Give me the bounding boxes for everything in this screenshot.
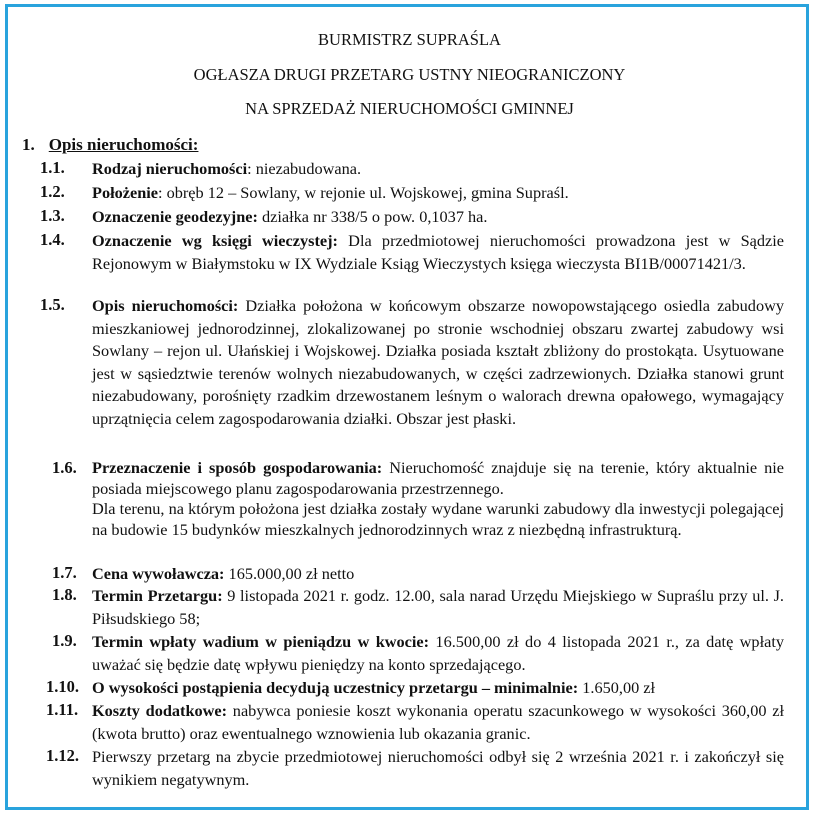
list-item xyxy=(92,458,784,540)
item-title: Koszty dodatkowe: xyxy=(92,701,228,720)
list-item xyxy=(92,700,784,745)
item-number: 1.5. xyxy=(40,295,65,314)
item-number: 1.8. xyxy=(52,585,77,604)
item-text: : niezabudowana. xyxy=(247,159,362,178)
list-item xyxy=(92,230,784,275)
item-text: 1.650,00 zł xyxy=(578,678,656,697)
list-item xyxy=(92,585,784,630)
header-line-2: OGŁASZA DRUGI PRZETARG USTNY NIEOGRANICZONY xyxy=(193,65,626,84)
list-item xyxy=(92,746,784,791)
item-text: 9 listopada 2021 r. godz. 12.00, sala narad Urzędu Miejskiego w Supraślu przy ul. J. Piłsudskiego 58; xyxy=(92,586,784,628)
item-title: Oznaczenie geodezyjne: xyxy=(92,207,258,226)
item-title: Cena wywoławcza: xyxy=(92,564,225,583)
item-title: Przeznaczenie i sposób gospodarowania: xyxy=(92,458,383,477)
item-title: Rodzaj nieruchomości xyxy=(92,159,248,178)
item-title: Oznaczenie wg księgi wieczystej: xyxy=(92,231,338,250)
item-title: O wysokości postąpienia decydują uczestnicy przetargu – minimalnie: xyxy=(92,678,579,697)
item-text: : obręb 12 – Sowlany, w rejonie ul. Wojskowej, gmina Supraśl. xyxy=(158,183,569,202)
header-line-1: BURMISTRZ SUPRAŚLA xyxy=(318,30,501,49)
list-item xyxy=(92,295,784,430)
list-item xyxy=(92,206,792,229)
item-number: 1.12. xyxy=(46,746,79,765)
item-text: 165.000,00 zł netto xyxy=(224,564,355,583)
item-number: 1.6. xyxy=(52,458,77,477)
item-number: 1.2. xyxy=(40,182,65,201)
item-text: nabywca poniesie koszt wykonania operatu szacunkowego w wysokości 360,00 zł (kwota brutto) oraz ewentualnego wznowienia lub okazania granic. xyxy=(92,701,784,743)
item-text: Nieruchomość znajduje się na terenie, który aktualnie nie posiada miejscowego planu zagospodarowania przestrzennego. xyxy=(92,458,784,498)
list-item xyxy=(92,182,792,205)
list-item xyxy=(92,563,784,586)
list-item xyxy=(92,158,792,181)
section-label: Opis nieruchomości: xyxy=(48,135,199,154)
item-number: 1.4. xyxy=(40,230,65,249)
item-number: 1.3. xyxy=(40,206,65,225)
item-number: 1.7. xyxy=(52,563,77,582)
list-item xyxy=(92,631,784,676)
item-title: Termin wpłaty wadium w pieniądzu w kwocie: xyxy=(92,632,430,651)
item-number: 1.11. xyxy=(46,700,79,719)
item-number: 1.9. xyxy=(52,631,77,650)
item-title: Termin Przetargu: xyxy=(92,586,223,605)
list-item xyxy=(92,677,792,700)
item-text: działka nr 338/5 o pow. 0,1037 ha. xyxy=(257,207,488,226)
item-number: 1.10. xyxy=(46,677,79,696)
item-number: 1.1. xyxy=(40,158,65,177)
section-number: 1. xyxy=(22,135,35,154)
item-text: Działka położona w końcowym obszarze nowopowstającego osiedla zabudowy mieszkaniowej jednorodzinnej, zlokalizowanej po stronie wschodniej obszaru zwartej zabudowy wsi Sowlany – rejon ul. Ułańskiej i Wojskowej. Działka posiada kształt zbliżony do prostokąta. Usytuowane jest w sąsiedztwie terenów wolnych niezabudowanych, w części zadrzewionych. Działka stanowi grunt niezabudowany, porośnięty rzadkim drzewostanem leśnym o walorach drewna opałowego, wymagający uprzątnięcia celem zagospodarowania działki. Obszar jest płaski. xyxy=(92,296,784,428)
item-text-continued: Dla terenu, na którym położona jest działka zostały wydane warunki zabudowy dla inwestycji polegającej na budowie 15 budynków mieszkalnych jednorodzinnych wraz z niezbędną infrastrukturą. xyxy=(92,499,784,539)
item-title: Opis nieruchomości: xyxy=(92,296,239,315)
section-heading xyxy=(22,135,198,155)
item-text: 16.500,00 zł do 4 listopada 2021 r., za datę wpłaty uważać się będzie datę wpływu pieniędzy na konto sprzedającego. xyxy=(92,632,784,674)
item-text: Dla przedmiotowej nieruchomości prowadzona jest w Sądzie Rejonowym w Białymstoku w IX Wydziale Ksiąg Wieczystych księga wieczysta BI1B/00071421/3. xyxy=(92,231,784,273)
item-text: Pierwszy przetarg na zbycie przedmiotowej nieruchomości odbył się 2 września 2021 r. i zakończył się wynikiem negatywnym. xyxy=(92,747,784,789)
item-title: Położenie xyxy=(92,183,159,202)
header-line-3: NA SPRZEDAŻ NIERUCHOMOŚCI GMINNEJ xyxy=(245,99,574,118)
